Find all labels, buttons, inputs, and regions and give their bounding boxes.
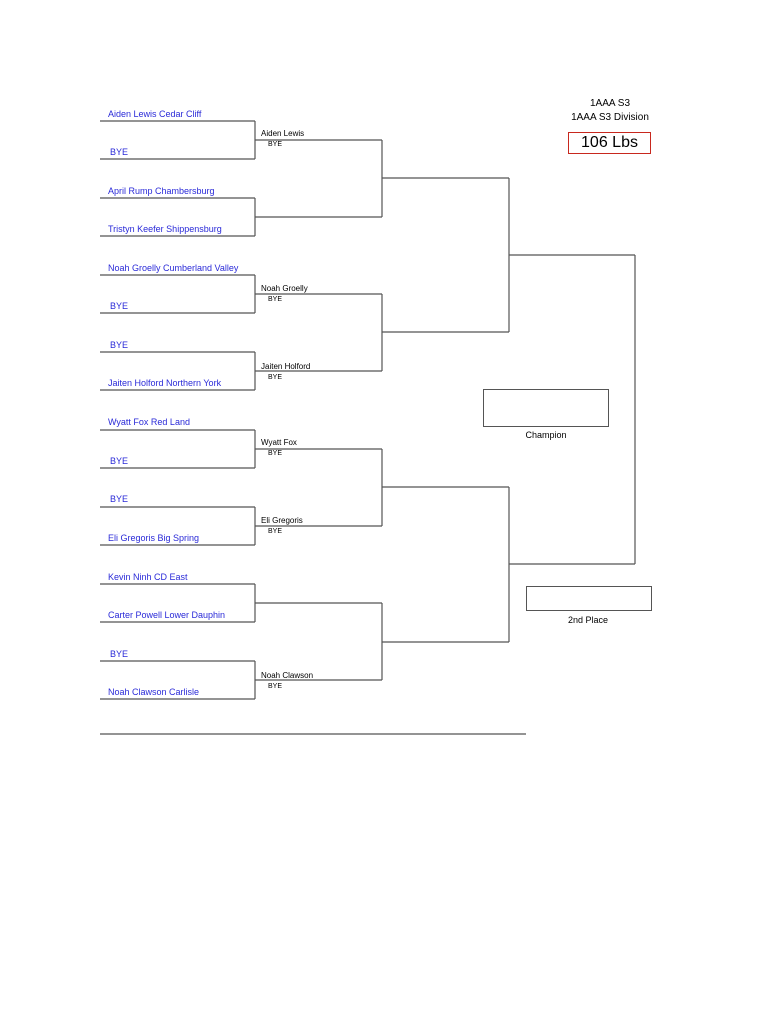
r2-winner-1: Aiden Lewis xyxy=(261,129,305,138)
entrant-8: Jaiten Holford Northern York xyxy=(108,378,222,388)
entrant-14: Carter Powell Lower Dauphin xyxy=(108,610,226,620)
r2-winner-6: Eli Gregoris xyxy=(261,516,303,525)
entrant-16: Noah Clawson Carlisle xyxy=(108,687,200,697)
entrant-4: Tristyn Keefer Shippensburg xyxy=(108,224,222,234)
entrant-11: BYE xyxy=(110,494,129,504)
division-code: 1AAA S3 xyxy=(589,98,631,109)
entrant-9: Wyatt Fox Red Land xyxy=(108,417,190,427)
division-name: 1AAA S3 Division xyxy=(571,112,649,123)
entrant-12: Eli Gregoris Big Spring xyxy=(108,533,200,543)
r2-winner-8: Noah Clawson xyxy=(261,671,314,680)
r2-result-4: BYE xyxy=(268,374,283,381)
entrant-5: Noah Groelly Cumberland Valley xyxy=(108,263,239,273)
entrant-3: April Rump Chambersburg xyxy=(108,186,215,196)
entrant-6: BYE xyxy=(110,301,129,311)
champion-box xyxy=(483,389,609,427)
second-place-box xyxy=(526,586,652,611)
champion-label: Champion xyxy=(525,430,567,440)
r2-winner-3: Noah Groelly xyxy=(261,284,308,293)
r2-result-6: BYE xyxy=(268,528,283,535)
entrant-13: Kevin Ninh CD East xyxy=(108,572,188,582)
r2-winner-4: Jaiten Holford xyxy=(261,362,311,371)
entrant-7: BYE xyxy=(110,340,129,350)
entrant-15: BYE xyxy=(110,649,129,659)
second-place-label: 2nd Place xyxy=(567,615,609,625)
entrant-10: BYE xyxy=(110,456,129,466)
r2-result-1: BYE xyxy=(268,141,283,148)
r2-result-5: BYE xyxy=(268,450,283,457)
r2-result-8: BYE xyxy=(268,683,283,690)
entrant-2: BYE xyxy=(110,147,129,157)
weight-class-badge: 106 Lbs xyxy=(568,132,651,154)
entrant-1: Aiden Lewis Cedar Cliff xyxy=(108,109,202,119)
r2-result-3: BYE xyxy=(268,296,283,303)
r2-winner-5: Wyatt Fox xyxy=(261,438,297,447)
